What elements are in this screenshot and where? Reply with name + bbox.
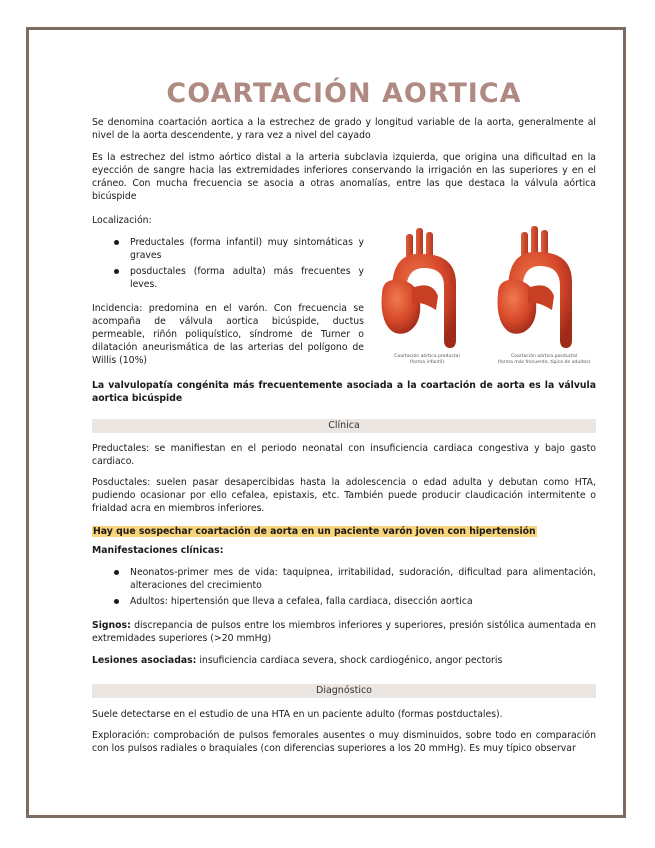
list-item: Preductales (forma infantil) muy sintomáticas y graves — [92, 236, 364, 262]
section-header-clinica: Clínica — [92, 419, 596, 433]
caption-left: Coartación aórtica preductal (forma infantil) — [394, 354, 460, 365]
intro-paragraph-1: Se denomina coartación aortica a la estrechez de grado y longitud variable de la aorta, generalmente al nivel de la aorta descendente, y rara vez a nivel del cayado — [92, 117, 596, 141]
posductales-paragraph: Posductales: suelen pasar desapercibidas hasta la adolescencia o edad adulta y debutan como HTA, pudiendo ocasionar por ello cefalea, epistaxis, etc. También puede producir claudicación intermitente o frialdad acra en miembros inferiores. — [92, 477, 596, 514]
aorta-posductal-drawing — [498, 226, 573, 348]
manifestaciones-label: Manifestaciones clínicas: — [92, 545, 224, 556]
caption-right: Coartación aórtica posductal (forma más frecuente, típica de adultos) — [497, 354, 591, 365]
list-item: Neonatos-primer mes de vida: taquipnea, irritabilidad, sudoración, dificultad para alimentación, alteraciones del crecimiento — [92, 566, 596, 592]
localizacion-list — [92, 236, 364, 294]
page-frame — [26, 27, 626, 818]
lesiones-label: Lesiones asociadas: — [92, 655, 197, 666]
localizacion-label: Localización: — [92, 215, 152, 226]
section-header-diagnostico: Diagnóstico — [92, 684, 596, 698]
bullet-icon — [114, 570, 119, 575]
manifestaciones-list — [92, 566, 596, 611]
valvulopatia-note: La valvulopatía congénita más frecuentemente asociada a la coartación de aorta es la válvula aortica bicúspide — [92, 380, 596, 404]
bullet-icon — [114, 240, 119, 245]
highlight-note — [92, 525, 596, 538]
aorta-figure — [372, 220, 598, 372]
bullet-icon — [114, 599, 119, 604]
signos-label: Signos: — [92, 620, 131, 631]
diagnostico-paragraph-1: Suele detectarse en el estudio de una HTA en un paciente adulto (formas postductales). — [92, 709, 503, 720]
incidencia-paragraph: Incidencia: predomina en el varón. Con frecuencia se acompaña de válvula aortica bicúspide, ductus permeable, riñón poliquístico, síndrome de Turner o dilatación aneurismática de las arterias del polígono de Willis (10%) — [92, 303, 364, 366]
preductales-paragraph: Preductales: se manifiestan en el periodo neonatal con insuficiencia cardiaca congestiva y bajo gasto cardiaco. — [92, 443, 596, 467]
aorta-illustration-icon — [372, 220, 598, 372]
lesiones-paragraph: Lesiones asociadas: insuficiencia cardiaca severa, shock cardiogénico, angor pectoris — [92, 655, 503, 666]
aorta-preductal-drawing — [382, 228, 457, 348]
highlight-text: Hay que sospechar coartación de aorta en un paciente varón joven con hipertensión — [93, 526, 536, 537]
list-item: Adultos: hipertensión que lleva a cefalea, falla cardiaca, disección aortica — [92, 595, 596, 608]
signos-paragraph: Signos: discrepancia de pulsos entre los miembros inferiores y superiores, presión sistólica aumentada en extremidades superiores (>20 mmHg) — [92, 620, 596, 644]
page-title: COARTACIÓN AORTICA — [166, 78, 522, 109]
intro-paragraph-2: Es la estrechez del istmo aórtico distal a la arteria subclavia izquierda, que origina una dificultad en la eyección de sangre hacia las extremidades inferiores conservando la irrigación en las superiores y en el cráneo. Con mucha frecuencia se asocia a otras anomalías, entre las que destaca la válvula aórtica bicúspide — [92, 152, 596, 202]
list-item: posductales (forma adulta) más frecuentes y leves. — [92, 265, 364, 291]
diagnostico-paragraph-2: Exploración: comprobación de pulsos femorales ausentes o muy disminuidos, sobre todo en comparación con los pulsos radiales o braquiales (con diferencias superiores a los 20 mmHg). Es muy típico observar — [92, 730, 596, 754]
bullet-icon — [114, 269, 119, 274]
